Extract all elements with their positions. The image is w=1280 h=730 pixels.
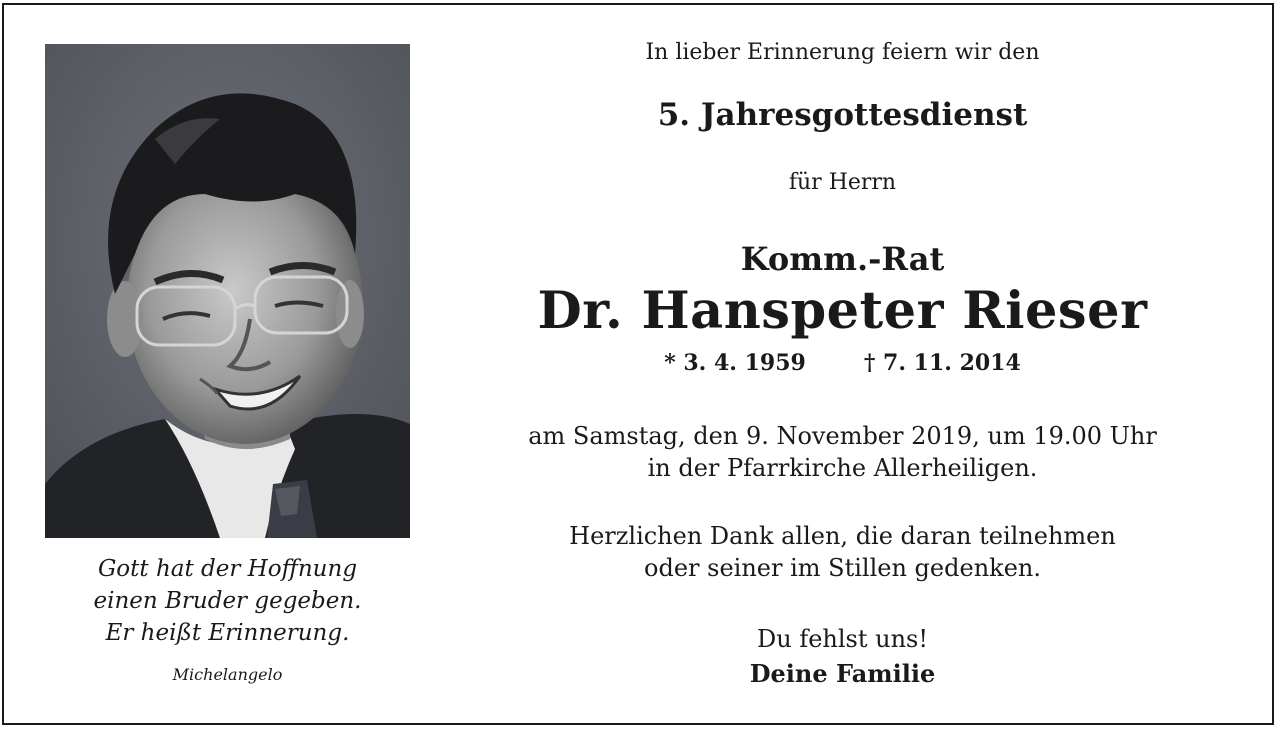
quote-line: Er heißt Erinnerung.	[105, 620, 350, 646]
service-date-line: am Samstag, den 9. November 2019, um 19.00 Uhr	[528, 422, 1157, 450]
portrait-photo	[45, 44, 410, 538]
deceased-name: Dr. Hanspeter Rieser	[537, 281, 1148, 341]
miss-text: Du fehlst uns!	[756, 625, 928, 653]
intro-text: In lieber Erinnerung feiern wir den	[645, 40, 1040, 65]
death-date: † 7. 11. 2014	[863, 350, 1021, 376]
thanks-line: Herzlichen Dank allen, die daran teilnehmen	[569, 522, 1116, 550]
life-dates	[470, 350, 1215, 376]
quote-text	[40, 553, 415, 649]
portrait-image	[45, 44, 410, 538]
quote-line: Gott hat der Hoffnung	[97, 556, 358, 582]
quote-line: einen Bruder gegeben.	[93, 588, 362, 614]
thanks-line: oder seiner im Stillen gedenken.	[644, 554, 1041, 582]
birth-date: * 3. 4. 1959	[664, 350, 806, 376]
service-details	[470, 420, 1215, 484]
service-place-line: in der Pfarrkirche Allerheiligen.	[647, 454, 1038, 482]
for-text: für Herrn	[788, 170, 897, 195]
quote-author: Michelangelo	[172, 665, 283, 684]
service-title: 5. Jahresgottesdienst	[657, 97, 1028, 133]
honorific-title: Komm.-Rat	[740, 240, 945, 278]
family-signature: Deine Familie	[749, 659, 936, 688]
thanks-text	[470, 520, 1215, 584]
